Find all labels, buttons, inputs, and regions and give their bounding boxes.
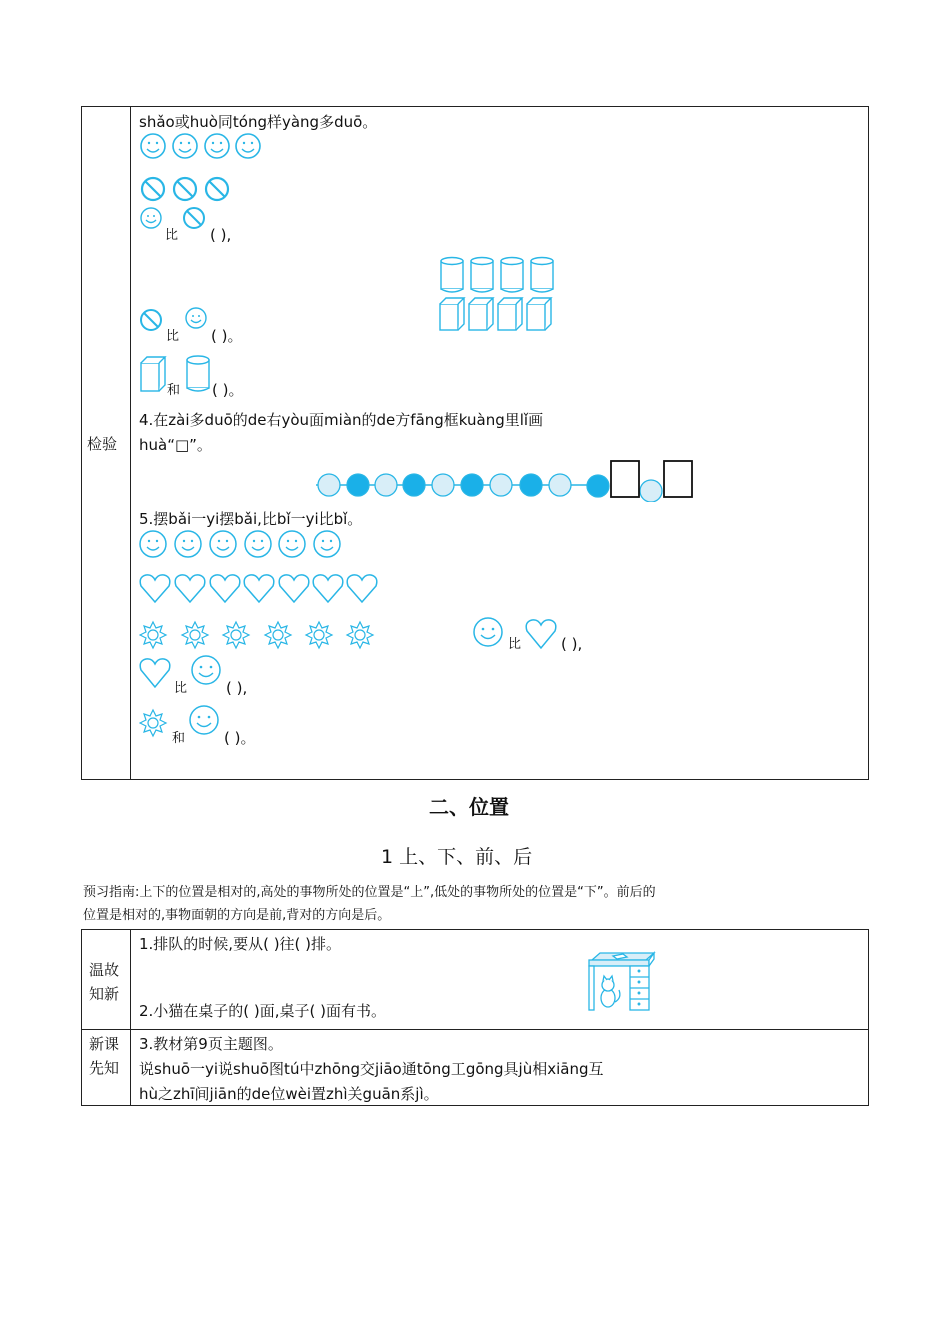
- q5a-answer-blank[interactable]: ( ),: [561, 635, 583, 653]
- q5c-compare-label: 和: [172, 731, 186, 746]
- new-lesson-label-line1: 新课: [89, 1035, 120, 1053]
- preview-guide-line1: 预习指南:上下的位置是相对的,高处的事物所处的位置是“上”,低处的事物所处的位置是“下”。前后的: [83, 885, 656, 900]
- q2-compare-label: 比: [166, 329, 180, 344]
- no-sign-icon: [182, 206, 208, 232]
- no-sign-icon: [139, 308, 165, 334]
- q5b-compare-label: 比: [174, 681, 188, 696]
- review-label-line2: 知新: [89, 985, 120, 1003]
- smiley-icon: [190, 654, 224, 688]
- q2-answer-blank[interactable]: ( )。: [211, 327, 243, 345]
- q4-text-line2: huà“□”。: [139, 436, 212, 454]
- heart-row-icon: [139, 572, 384, 606]
- heart-icon: [139, 656, 173, 690]
- new-item-3: 3.教材第9页主题图。: [139, 1035, 283, 1053]
- cube-icon: [139, 356, 167, 394]
- chapter-title: 二、位置: [429, 795, 509, 819]
- q3-compare-label: 和: [167, 383, 181, 398]
- sun-icon: [139, 708, 169, 738]
- q5-text: 5.摆bǎi一yi摆bǎi,比bǐ一yi比bǐ。: [139, 510, 363, 528]
- preview-guide-line2: 位置是相对的,事物面朝的方向是前,背对的方向是后。: [83, 908, 391, 923]
- lesson-title: 1 上、下、前、后: [381, 846, 533, 868]
- heart-icon: [525, 617, 559, 651]
- smiley-icon: [188, 704, 222, 738]
- table-divider: [130, 929, 131, 1105]
- q1-compare-label: 比: [165, 228, 179, 243]
- smiley-icon: [184, 306, 210, 332]
- q5c-answer-blank[interactable]: ( )。: [224, 729, 256, 747]
- new-item-3-line3: hù之zhī间jiān的de位wèi置zhì关guān系jì。: [139, 1085, 439, 1103]
- bead-string-icon: [300, 456, 700, 502]
- cylinders-and-cubes-icon: [438, 256, 558, 336]
- new-item-3-line2: 说shuō一yi说shuō图tú中zhōng交jiāo通tōng工gōng具jù相xiāng互: [139, 1060, 604, 1078]
- smiley-row-icon: [139, 528, 349, 560]
- table-divider: [130, 106, 131, 779]
- q4-text: 4.在zài多duō的de右yòu面miàn的de方fāng框kuàng里lǐ画: [139, 411, 544, 429]
- review-item-2: 2.小猫在桌子的( )面,桌子( )面有书。: [139, 1002, 387, 1020]
- review-label-line1: 温故: [89, 961, 120, 979]
- q5a-compare-label: 比: [508, 637, 522, 652]
- q1-answer-blank[interactable]: ( ),: [210, 226, 232, 244]
- compare-intro-text: shǎo或huò同tóng样yàng多duō。: [139, 113, 378, 131]
- smiley-row-icon: [139, 132, 264, 162]
- table-row-divider: [81, 1029, 868, 1030]
- check-side-label: 检验: [87, 435, 118, 453]
- review-item-1: 1.排队的时候,要从( )往( )排。: [139, 935, 342, 953]
- sun-row-icon: [139, 620, 379, 650]
- new-lesson-label-line2: 先知: [89, 1059, 120, 1077]
- smiley-icon: [139, 206, 165, 232]
- no-sign-row-icon: [139, 175, 234, 205]
- q5b-answer-blank[interactable]: ( ),: [226, 679, 248, 697]
- cylinder-icon: [184, 354, 212, 394]
- smiley-icon: [472, 616, 506, 650]
- q3-answer-blank[interactable]: ( )。: [212, 381, 244, 399]
- desk-cat-book-icon: [586, 950, 658, 1014]
